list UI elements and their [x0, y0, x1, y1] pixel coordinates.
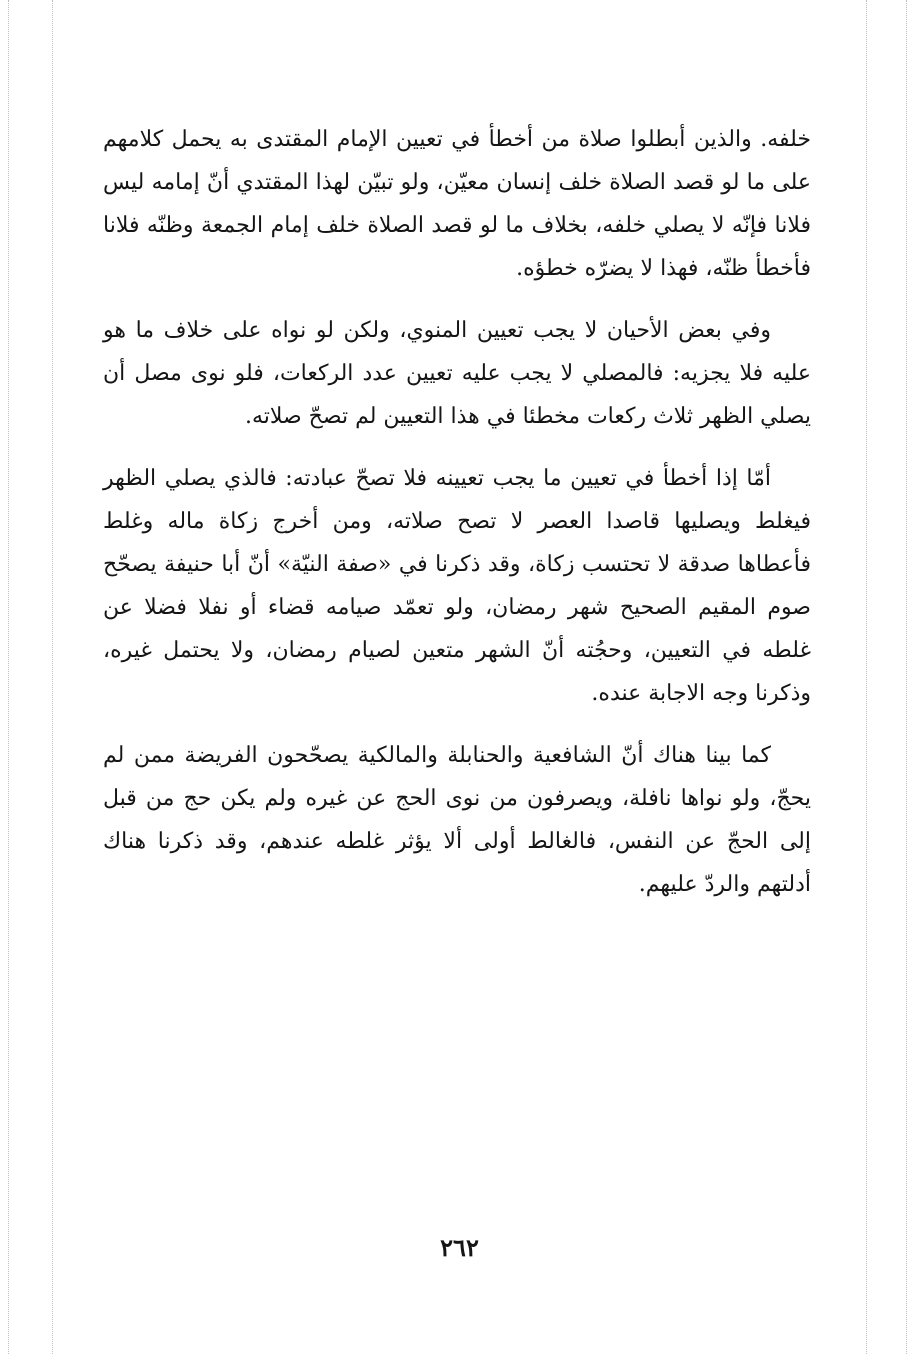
paragraph: أمّا إذا أخطأ في تعيين ما يجب تعيينه فلا تصحّ عبادته: فالذي يصلي الظهر فيغلط ويصليها قاصدا العصر لا تصح صلاته، ومن أخرج زكاة ماله وغلط فأعطاها صدقة لا تحتسب زكاة، وقد ذكرنا في «صفة النيّة» أنّ أبا حنيفة يصحّح صوم المقيم الصحيح شهر رمضان، ولو تعمّد صيامه قضاء أو نفلا فضلا عن غلطه في التعيين، وحجُته أنّ الشهر متعين لصيام رمضان، ولا يحتمل غيره، وذكرنا وجه الاجابة عنده. — [103, 466, 811, 706]
body-text — [103, 118, 811, 925]
dotted-margin-line — [8, 0, 9, 1354]
paragraph: خلفه. والذين أبطلوا صلاة من أخطأ في تعيين الإمام المقتدى به يحمل كلامهم على ما لو قصد الصلاة خلف إنسان معيّن، ولو تبيّن لهذا المقتدي أنّ إمامه ليس فلانا فإنّه لا يصلي خلفه، بخلاف ما لو قصد الصلاة خلف إمام الجمعة وظنّه فلانا فأخطأ ظنّه، فهذا لا يضرّه خطؤه. — [103, 127, 811, 281]
paragraph: وفي بعض الأحيان لا يجب تعيين المنوي، ولكن لو نواه على خلاف ما هو عليه فلا يجزيه: فالمصلي لا يجب عليه تعيين عدد الركعات، فلو نوى مصل أن يصلي الظهر ثلاث ركعات مخطئا في هذا التعيين لم تصحّ صلاته. — [103, 318, 811, 429]
dotted-margin-line — [866, 0, 867, 1354]
paragraph: كما بينا هناك أنّ الشافعية والحنابلة والمالكية يصحّحون الفريضة ممن لم يحجّ، ولو نواها نافلة، ويصرفون من نوى الحج عن غيره ولم يكن حج من قبل إلى الحجّ عن النفس، فالغالط أولى ألا يؤثر غلطه عندهم، وقد ذكرنا هناك أدلتهم والردّ عليهم. — [103, 743, 811, 897]
dotted-margin-line — [906, 0, 907, 1354]
page-number: ٢٦٢ — [440, 1233, 479, 1262]
dotted-margin-line — [52, 0, 53, 1354]
